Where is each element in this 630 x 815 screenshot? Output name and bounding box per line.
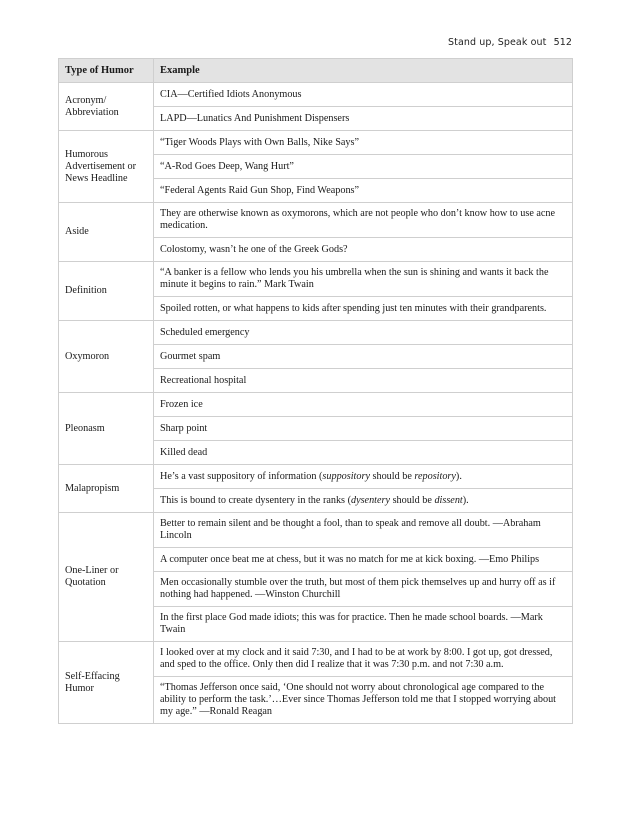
humor-type-cell: Oxymoron <box>59 321 154 393</box>
humor-type-cell: Self-Effacing Humor <box>59 642 154 724</box>
table-row <box>59 262 573 297</box>
humor-type-cell: One-Liner or Quotation <box>59 513 154 642</box>
example-cell: Killed dead <box>154 441 573 465</box>
example-cell: Frozen ice <box>154 393 573 417</box>
example-text-segment: He’s a vast suppository of information ( <box>160 470 323 482</box>
example-text-segment: ). <box>455 470 462 482</box>
example-text-segment: should be <box>390 494 435 506</box>
example-cell: They are otherwise known as oxymorons, which are not people who don’t know how to use acne medication. <box>154 203 573 238</box>
humor-type-cell: Malapropism <box>59 465 154 513</box>
example-text-segment: ). <box>462 494 469 506</box>
page-number: 512 <box>553 37 572 48</box>
humor-type-cell: Definition <box>59 262 154 321</box>
humor-type-cell: Acronym/ Abbreviation <box>59 83 154 131</box>
table-row <box>59 203 573 238</box>
example-cell: “A banker is a fellow who lends you his umbrella when the sun is shining and wants it back the minute it begins to rain.” Mark Twain <box>154 262 573 297</box>
example-cell: “A-Rod Goes Deep, Wang Hurt” <box>154 155 573 179</box>
example-cell: Men occasionally stumble over the truth, but most of them pick themselves up and hurry off as if nothing had happened. —Winston Churchill <box>154 572 573 607</box>
humor-type-cell: Pleonasm <box>59 393 154 465</box>
table-row <box>59 513 573 548</box>
table-row <box>59 393 573 417</box>
running-head-title: Stand up, Speak out <box>447 37 547 48</box>
example-cell: Scheduled emergency <box>154 321 573 345</box>
table-row <box>59 131 573 155</box>
example-cell: In the first place God made idiots; this was for practice. Then he made school boards. —Mark Twain <box>154 607 573 642</box>
example-cell: “Thomas Jefferson once said, ‘One should not worry about chronological age compared to the ability to perform the task.’…Ever since Thomas Jefferson told me that I stopped worrying about my age.” —Ronald Reagan <box>154 677 573 724</box>
example-italic-term: repository <box>414 470 456 482</box>
example-cell: “Federal Agents Raid Gun Shop, Find Weapons” <box>154 179 573 203</box>
example-cell: “Tiger Woods Plays with Own Balls, Nike Says” <box>154 131 573 155</box>
example-italic-term: dissent <box>434 494 463 506</box>
example-cell: Sharp point <box>154 417 573 441</box>
example-cell <box>154 465 573 489</box>
humor-type-cell: Humorous Advertisement or News Headline <box>59 131 154 203</box>
humor-type-cell: Aside <box>59 203 154 262</box>
example-cell: I looked over at my clock and it said 7:30, and I had to be at work by 8:00. I got up, got dressed, and sped to the office. Only then did I realize that it was 7:30 p.m. and not 7:30 a.m. <box>154 642 573 677</box>
example-cell: LAPD—Lunatics And Punishment Dispensers <box>154 107 573 131</box>
example-text-segment: should be <box>369 470 415 482</box>
example-cell: Recreational hospital <box>154 369 573 393</box>
example-cell: Gourmet spam <box>154 345 573 369</box>
example-cell: Better to remain silent and be thought a fool, than to speak and remove all doubt. —Abraham Lincoln <box>154 513 573 548</box>
humor-table <box>58 58 573 724</box>
table-header-row <box>59 59 573 83</box>
example-italic-term: dysentery <box>350 494 391 506</box>
header-type: Type of Humor <box>59 59 154 83</box>
example-italic-term: suppository <box>322 470 370 482</box>
table-row <box>59 465 573 489</box>
running-head <box>448 37 572 48</box>
table-row <box>59 642 573 677</box>
table-body <box>59 83 573 724</box>
example-cell <box>154 489 573 513</box>
example-cell: Colostomy, wasn’t he one of the Greek Gods? <box>154 238 573 262</box>
header-example: Example <box>154 59 573 83</box>
example-cell: A computer once beat me at chess, but it was no match for me at kick boxing. —Emo Philips <box>154 548 573 572</box>
table-row <box>59 83 573 107</box>
table-row <box>59 321 573 345</box>
example-cell: CIA—Certified Idiots Anonymous <box>154 83 573 107</box>
example-text-segment: This is bound to create dysentery in the ranks ( <box>160 494 351 506</box>
example-cell: Spoiled rotten, or what happens to kids after spending just ten minutes with their grandparents. <box>154 297 573 321</box>
